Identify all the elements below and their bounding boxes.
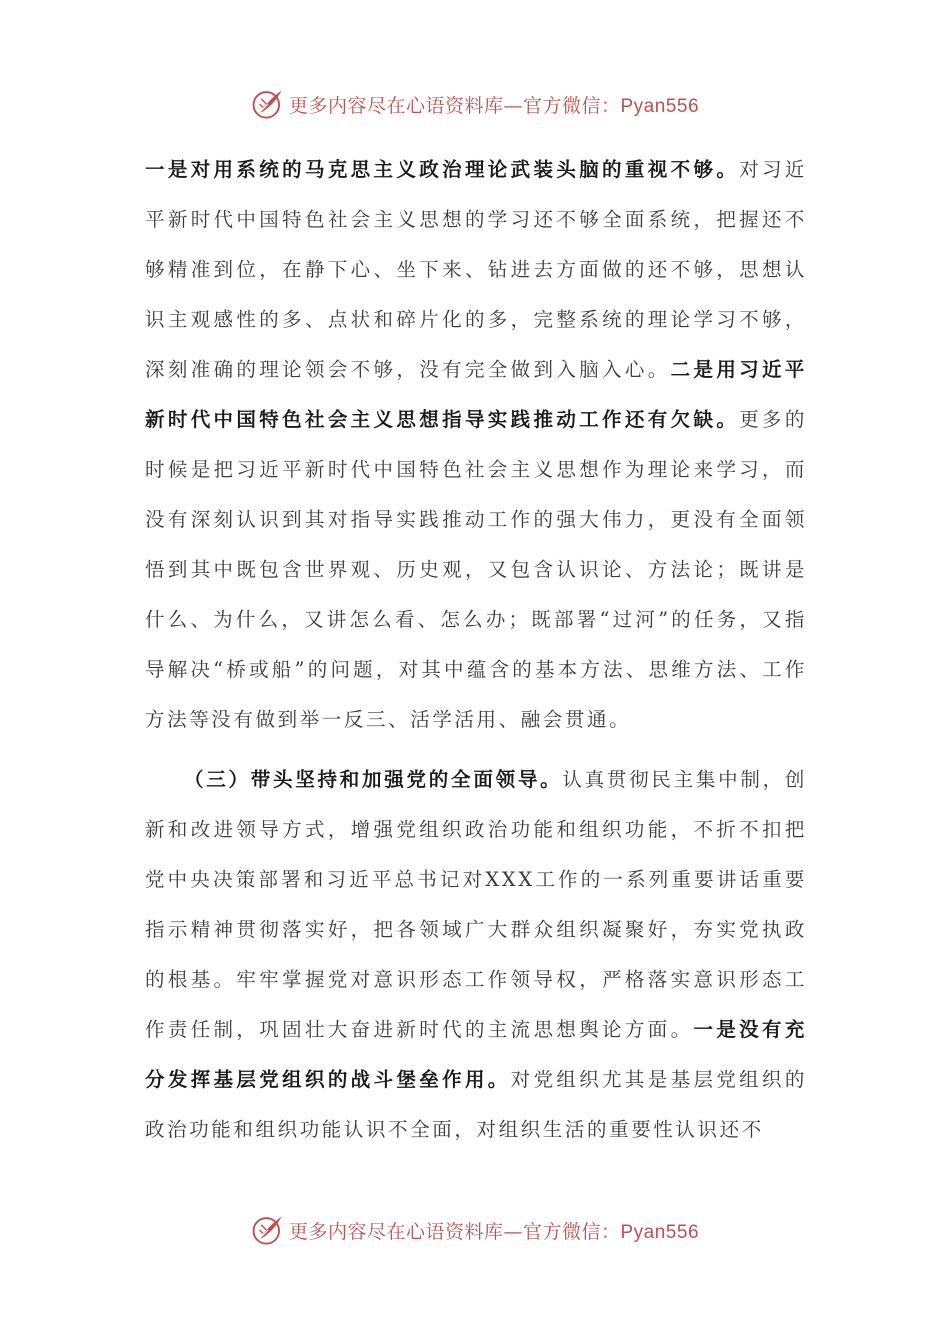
p2-section-heading: （三）带头坚持和加强党的全面领导。 (184, 768, 563, 791)
paragraph-2 (145, 755, 807, 1155)
header-banner-main: 更多内容尽在心语资料库 (288, 94, 504, 117)
p1-text-1: 对习近平新时代中国特色社会主义思想的学习还不够全面系统，把握还不够精准到位，在静下心、坐下来、钻进去方面做的还不够，思想认识主观感性的多、点状和碎片化的多，完整系统的理论学习不够，深刻准确的理论领会不够，没有完全做到入脑入心。 (145, 158, 807, 381)
header-banner-label: 官方微信： (522, 94, 621, 117)
header-wechat-id: Pyan556 (620, 95, 700, 117)
p1-text-2: 更多的时候是把习近平新时代中国特色社会主义思想作为理论来学习，而没有深刻认识到其对指导实践推动工作的强大伟力，更没有全面领悟到其中既包含世界观、历史观，又包含认识论、方法论；既讲是什么、为什么，又讲怎么看、怎么办；既部署“过河”的任务，又指导解决“桥或船”的问题，对其中蕴含的基本方法、思维方法、工作方法等没有做到举一反三、活学活用、融会贯通。 (145, 408, 807, 731)
paragraph-1 (145, 145, 807, 745)
footer-banner-main: 更多内容尽在心语资料库 (288, 1220, 504, 1243)
p2-text-2: 对党组织尤其是基层党组织的政治功能和组织功能认识不全面，对组织生活的重要性认识还不 (145, 1068, 807, 1141)
p2-text-1: 认真贯彻民主集中制，创新和改进领导方式，增强党组织政治功能和组织功能，不折不扣把党中央决策部署和习近平总书记对XXX工作的一系列重要讲话重要指示精神贯彻落实好，把各领域广大群众组织凝聚好，夯实党执政的根基。牢牢掌握党对意识形态工作领导权，严格落实意识形态工作责任制，巩固壮大奋进新时代的主流思想舆论方面。 (145, 768, 807, 1041)
quill-pen-logo-icon (251, 1213, 285, 1247)
p1-heading-1: 一是对用系统的马克思主义政治理论武装头脑的重视不够。 (145, 158, 740, 181)
p2-heading-2: 一是没有充分发挥基层党组织的战斗堡垒作用。 (145, 1018, 807, 1091)
header-banner-dash: — (503, 94, 523, 117)
footer-banner-label: 官方微信： (522, 1220, 621, 1243)
footer-banner-dash: — (503, 1220, 523, 1243)
footer-wechat-id: Pyan556 (620, 1221, 700, 1243)
p1-heading-2: 二是用习近平新时代中国特色社会主义思想指导实践推动工作还有欠缺。 (145, 358, 807, 431)
footer-banner (0, 1210, 950, 1250)
quill-pen-logo-icon (251, 87, 285, 121)
header-banner (0, 84, 950, 124)
document-body (145, 145, 807, 1155)
header-banner-text (289, 91, 699, 118)
footer-banner-text (289, 1217, 699, 1244)
